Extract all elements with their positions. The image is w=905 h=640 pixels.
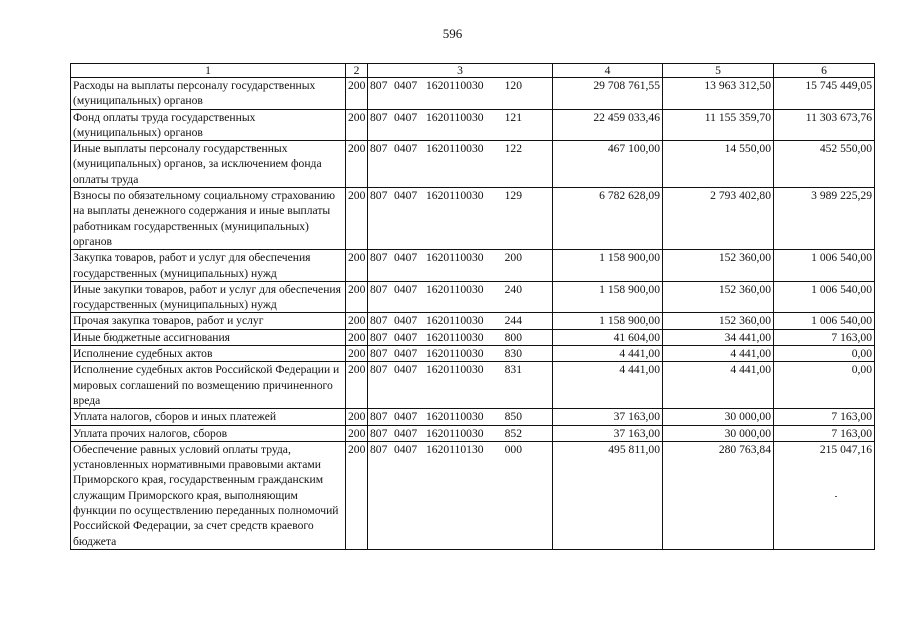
row-classification	[368, 362, 553, 409]
row-ved: 807	[370, 282, 388, 296]
row-name: Уплата налогов, сборов и иных платежей	[71, 409, 346, 425]
row-ved: 807	[370, 110, 388, 124]
row-csr: 1620110030	[426, 189, 484, 203]
row-amount-4: 4 441,00	[553, 362, 663, 409]
row-classification	[368, 188, 553, 250]
row-rz: 0407	[394, 363, 418, 377]
row-code-200: 200	[346, 329, 368, 345]
row-vr: 121	[504, 110, 522, 124]
row-name: Исполнение судебных актов	[71, 346, 346, 362]
row-amount-6: 1 006 540,00	[774, 250, 875, 282]
row-amount-6: 215 047,16	[774, 441, 875, 549]
row-code-200: 200	[346, 313, 368, 329]
row-ved: 807	[370, 410, 388, 424]
table-row	[71, 281, 875, 313]
row-classification	[368, 313, 553, 329]
row-classification	[368, 329, 553, 345]
row-name: Иные закупки товаров, работ и услуг для обеспечения государственных (муниципальных) нужд	[71, 281, 346, 313]
stray-mark	[835, 496, 837, 497]
row-amount-5: 4 441,00	[663, 346, 774, 362]
row-amount-5: 152 360,00	[663, 250, 774, 282]
row-classification	[368, 141, 553, 188]
row-amount-4: 1 158 900,00	[553, 281, 663, 313]
row-csr: 1620110030	[426, 251, 484, 265]
row-vr: 000	[504, 442, 522, 456]
row-code-200: 200	[346, 78, 368, 110]
row-rz: 0407	[394, 330, 418, 344]
col-header-6: 6	[774, 64, 875, 78]
row-classification	[368, 281, 553, 313]
row-amount-5: 4 441,00	[663, 362, 774, 409]
row-name: Иные бюджетные ассигнования	[71, 329, 346, 345]
row-name: Иные выплаты персоналу государственных (муниципальных) органов, за исключением фонда оплаты труда	[71, 141, 346, 188]
row-code-200: 200	[346, 250, 368, 282]
row-vr: 120	[504, 79, 522, 92]
row-ved: 807	[370, 363, 388, 377]
table-row	[71, 409, 875, 425]
row-rz: 0407	[394, 142, 418, 156]
row-ved: 807	[370, 330, 388, 344]
row-amount-6: 0,00	[774, 362, 875, 409]
row-amount-4: 6 782 628,09	[553, 188, 663, 250]
row-rz: 0407	[394, 79, 418, 92]
row-amount-5: 13 963 312,50	[663, 78, 774, 110]
row-amount-4: 4 441,00	[553, 346, 663, 362]
row-rz: 0407	[394, 110, 418, 124]
row-name: Взносы по обязательному социальному страхованию на выплаты денежного содержания и иные выплаты работникам государственных (муниципальных) органов	[71, 188, 346, 250]
row-code-200: 200	[346, 188, 368, 250]
row-rz: 0407	[394, 410, 418, 424]
table-row	[71, 313, 875, 329]
table-row	[71, 250, 875, 282]
table-row	[71, 441, 875, 549]
row-amount-6: 1 006 540,00	[774, 281, 875, 313]
row-amount-5: 280 763,84	[663, 441, 774, 549]
row-csr: 1620110030	[426, 282, 484, 296]
row-csr: 1620110030	[426, 410, 484, 424]
row-amount-5: 152 360,00	[663, 313, 774, 329]
row-ved: 807	[370, 79, 388, 92]
row-rz: 0407	[394, 282, 418, 296]
row-amount-4: 467 100,00	[553, 141, 663, 188]
row-ved: 807	[370, 347, 388, 361]
row-rz: 0407	[394, 251, 418, 265]
row-code-200: 200	[346, 109, 368, 141]
row-amount-6: 11 303 673,76	[774, 109, 875, 141]
row-rz: 0407	[394, 347, 418, 361]
row-csr: 1620110130	[426, 442, 484, 456]
row-vr: 800	[504, 330, 522, 344]
row-name: Прочая закупка товаров, работ и услуг	[71, 313, 346, 329]
table-row	[71, 329, 875, 345]
col-header-1: 1	[71, 64, 346, 78]
row-amount-4: 37 163,00	[553, 409, 663, 425]
table-row	[71, 346, 875, 362]
row-name: Уплата прочих налогов, сборов	[71, 425, 346, 441]
row-amount-5: 34 441,00	[663, 329, 774, 345]
row-amount-6: 15 745 449,05	[774, 78, 875, 110]
row-amount-4: 29 708 761,55	[553, 78, 663, 110]
row-amount-5: 30 000,00	[663, 409, 774, 425]
row-amount-5: 152 360,00	[663, 281, 774, 313]
row-code-200: 200	[346, 281, 368, 313]
table-row	[71, 362, 875, 409]
row-vr: 240	[504, 282, 522, 296]
row-csr: 1620110030	[426, 79, 484, 92]
row-name: Фонд оплаты труда государственных (муниципальных) органов	[71, 109, 346, 141]
row-amount-6: 7 163,00	[774, 409, 875, 425]
row-amount-6: 0,00	[774, 346, 875, 362]
row-amount-4: 495 811,00	[553, 441, 663, 549]
row-ved: 807	[370, 442, 388, 456]
row-amount-4: 22 459 033,46	[553, 109, 663, 141]
col-header-5: 5	[663, 64, 774, 78]
col-header-4: 4	[553, 64, 663, 78]
row-name: Обеспечение равных условий оплаты труда, установленных нормативными правовыми актами Приморского края, государственным гражданским служащим Приморского края, выполняющим функции по осуществлению переданных полномочий Российской Федерации, за счет средств краевого бюджета	[71, 441, 346, 549]
row-vr: 852	[504, 426, 522, 440]
budget-table	[70, 63, 875, 550]
table-row	[71, 425, 875, 441]
row-classification	[368, 425, 553, 441]
row-ved: 807	[370, 426, 388, 440]
row-rz: 0407	[394, 314, 418, 328]
row-vr: 244	[504, 314, 522, 328]
row-amount-6: 1 006 540,00	[774, 313, 875, 329]
row-classification	[368, 346, 553, 362]
row-code-200: 200	[346, 409, 368, 425]
row-csr: 1620110030	[426, 363, 484, 377]
row-rz: 0407	[394, 426, 418, 440]
row-classification	[368, 409, 553, 425]
row-amount-4: 37 163,00	[553, 425, 663, 441]
row-classification	[368, 250, 553, 282]
row-code-200: 200	[346, 141, 368, 188]
col-header-3: 3	[368, 64, 553, 78]
row-classification	[368, 78, 553, 110]
row-classification	[368, 109, 553, 141]
table-row	[71, 109, 875, 141]
row-name: Закупка товаров, работ и услуг для обеспечения государственных (муниципальных) нужд	[71, 250, 346, 282]
row-rz: 0407	[394, 189, 418, 203]
row-rz: 0407	[394, 442, 418, 456]
row-code-200: 200	[346, 425, 368, 441]
row-amount-6: 7 163,00	[774, 425, 875, 441]
row-csr: 1620110030	[426, 142, 484, 156]
row-csr: 1620110030	[426, 110, 484, 124]
row-csr: 1620110030	[426, 426, 484, 440]
row-vr: 129	[504, 189, 522, 203]
table-row	[71, 188, 875, 250]
row-amount-6: 452 550,00	[774, 141, 875, 188]
row-csr: 1620110030	[426, 330, 484, 344]
row-ved: 807	[370, 189, 388, 203]
header-row	[71, 64, 875, 78]
row-ved: 807	[370, 251, 388, 265]
row-vr: 830	[504, 347, 522, 361]
row-code-200: 200	[346, 441, 368, 549]
table-row	[71, 141, 875, 188]
row-ved: 807	[370, 314, 388, 328]
row-amount-5: 11 155 359,70	[663, 109, 774, 141]
row-amount-5: 30 000,00	[663, 425, 774, 441]
row-csr: 1620110030	[426, 314, 484, 328]
row-amount-4: 1 158 900,00	[553, 250, 663, 282]
row-classification	[368, 441, 553, 549]
row-vr: 200	[504, 251, 522, 265]
page-number: 596	[442, 26, 463, 41]
row-csr: 1620110030	[426, 347, 484, 361]
row-amount-6: 7 163,00	[774, 329, 875, 345]
row-amount-5: 14 550,00	[663, 141, 774, 188]
row-name: Исполнение судебных актов Российской Федерации и мировых соглашений по возмещению причиненного вреда	[71, 362, 346, 409]
row-code-200: 200	[346, 362, 368, 409]
row-vr: 850	[504, 410, 522, 424]
row-code-200: 200	[346, 346, 368, 362]
row-vr: 122	[504, 142, 522, 156]
table-row	[71, 78, 875, 110]
row-ved: 807	[370, 142, 388, 156]
row-amount-4: 41 604,00	[553, 329, 663, 345]
row-name: Расходы на выплаты персоналу государственных (муниципальных) органов	[71, 78, 346, 110]
row-amount-5: 2 793 402,80	[663, 188, 774, 250]
row-amount-4: 1 158 900,00	[553, 313, 663, 329]
row-amount-6: 3 989 225,29	[774, 188, 875, 250]
row-vr: 831	[504, 363, 522, 377]
col-header-2: 2	[346, 64, 368, 78]
